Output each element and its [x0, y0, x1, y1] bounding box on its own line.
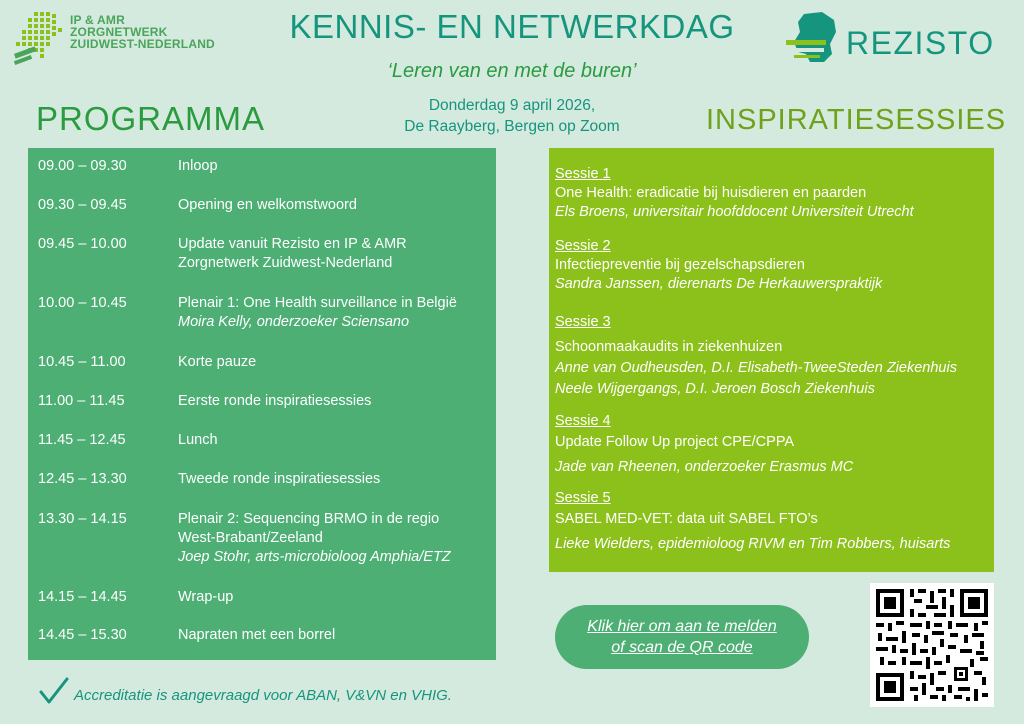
- schedule-title: Plenair 2: Sequencing BRMO in de regio: [178, 511, 440, 527]
- session-speaker: Neele Wijgergangs, D.I. Jeroen Bosch Ziekenhuis: [555, 381, 875, 397]
- checkmark-icon: [38, 676, 70, 708]
- register-button[interactable]: [555, 605, 809, 669]
- session-speaker: Sandra Janssen, dierenarts De Herkauwerspraktijk: [555, 276, 883, 292]
- session-label: Sessie 3: [555, 314, 611, 330]
- logo-left-line-2: ZORGNETWERK: [70, 25, 168, 39]
- session-label: Sessie 2: [555, 238, 611, 254]
- session-title: One Health: eradicatie bij huisdieren en paarden: [555, 185, 867, 201]
- schedule-time: 12.45 – 13.30: [38, 471, 127, 487]
- schedule-title: Lunch: [178, 432, 218, 448]
- sessions-list: [549, 148, 994, 572]
- program-schedule: [28, 148, 496, 660]
- schedule-time: 14.45 – 15.30: [38, 627, 127, 643]
- page-title: KENNIS- EN NETWERKDAG: [289, 8, 735, 45]
- schedule-title-cont: Zorgnetwerk Zuidwest-Nederland: [178, 255, 393, 271]
- logo-left-line-1: IP & AMR: [70, 13, 125, 27]
- schedule-title: Plenair 1: One Health surveillance in België: [178, 295, 457, 311]
- schedule-time: 09.00 – 09.30: [38, 158, 127, 174]
- page-subtitle: ‘Leren van en met de buren’: [387, 60, 637, 82]
- rezisto-logo: [784, 10, 1014, 70]
- schedule-title: Korte pauze: [178, 354, 257, 370]
- schedule-time: 14.15 – 14.45: [38, 589, 127, 605]
- session-label: Sessie 1: [555, 166, 611, 182]
- register-line-1[interactable]: Klik hier om aan te melden: [587, 618, 777, 635]
- schedule-title: Opening en welkomstwoord: [178, 197, 357, 213]
- rezisto-wordmark: REZISTO: [846, 25, 995, 61]
- session-item: [555, 237, 990, 294]
- schedule-title: Wrap-up: [178, 589, 234, 605]
- session-speaker: Jade van Rheenen, onderzoeker Erasmus MC: [555, 459, 854, 475]
- schedule-title: Eerste ronde inspiratiesessies: [178, 393, 372, 409]
- logo-left-line-3: ZUIDWEST-NEDERLAND: [70, 37, 215, 51]
- accreditation-note: [38, 676, 558, 710]
- session-speaker: Els Broens, universitair hoofddocent Universiteit Utrecht: [555, 204, 914, 220]
- session-speaker: Lieke Wielders, epidemioloog RIVM en Tim Robbers, huisarts: [555, 536, 951, 552]
- schedule-title: Tweede ronde inspiratiesessies: [178, 471, 381, 487]
- session-label: Sessie 4: [555, 413, 611, 429]
- schedule-time: 09.30 – 09.45: [38, 197, 127, 213]
- schedule-time: 11.45 – 12.45: [38, 432, 126, 448]
- session-item: [555, 312, 990, 400]
- programma-heading: PROGRAMMA: [36, 100, 266, 137]
- event-date: Donderdag 9 april 2026,: [428, 97, 596, 114]
- session-title: Schoonmaakaudits in ziekenhuizen: [555, 339, 783, 355]
- accreditation-text: Accreditatie is aangevraagd voor ABAN, V&VN en VHIG.: [74, 687, 452, 704]
- event-location: De Raayberg, Bergen op Zoom: [404, 118, 620, 135]
- qr-code-icon: [870, 583, 994, 707]
- schedule-time: 09.45 – 10.00: [38, 236, 127, 252]
- session-title: SABEL MED-VET: data uit SABEL FTO’s: [555, 511, 818, 527]
- session-item: [555, 488, 990, 555]
- event-date-location: [372, 95, 652, 137]
- schedule-speaker: Moira Kelly, onderzoeker Sciensano: [178, 314, 410, 330]
- session-label: Sessie 5: [555, 490, 611, 506]
- schedule-time: 13.30 – 14.15: [38, 511, 127, 527]
- schedule-speaker: Joep Stohr, arts-microbioloog Amphia/ETZ: [178, 549, 451, 565]
- schedule-time: 11.00 – 11.45: [38, 393, 125, 409]
- schedule-title: Napraten met een borrel: [178, 627, 336, 643]
- register-line-2[interactable]: of scan de QR code: [611, 639, 753, 656]
- inspiratiesessies-heading: INSPIRATIESESSIES: [706, 104, 1007, 136]
- session-speaker: Anne van Oudheusden, D.I. Elisabeth-TweeSteden Ziekenhuis: [555, 360, 957, 376]
- schedule-time: 10.45 – 11.00: [38, 354, 126, 370]
- rezisto-map-icon: [784, 10, 844, 66]
- session-title: Update Follow Up project CPE/CPPA: [555, 434, 795, 450]
- schedule-title: Update vanuit Rezisto en IP & AMR: [178, 236, 407, 252]
- schedule-title: Inloop: [178, 158, 218, 174]
- session-title: Infectiepreventie bij gezelschapsdieren: [555, 257, 805, 273]
- session-item: [555, 411, 990, 478]
- session-item: [555, 165, 990, 222]
- schedule-time: 10.00 – 10.45: [38, 295, 127, 311]
- qr-code[interactable]: [870, 583, 994, 707]
- schedule-title-cont: West-Brabant/Zeeland: [178, 530, 323, 546]
